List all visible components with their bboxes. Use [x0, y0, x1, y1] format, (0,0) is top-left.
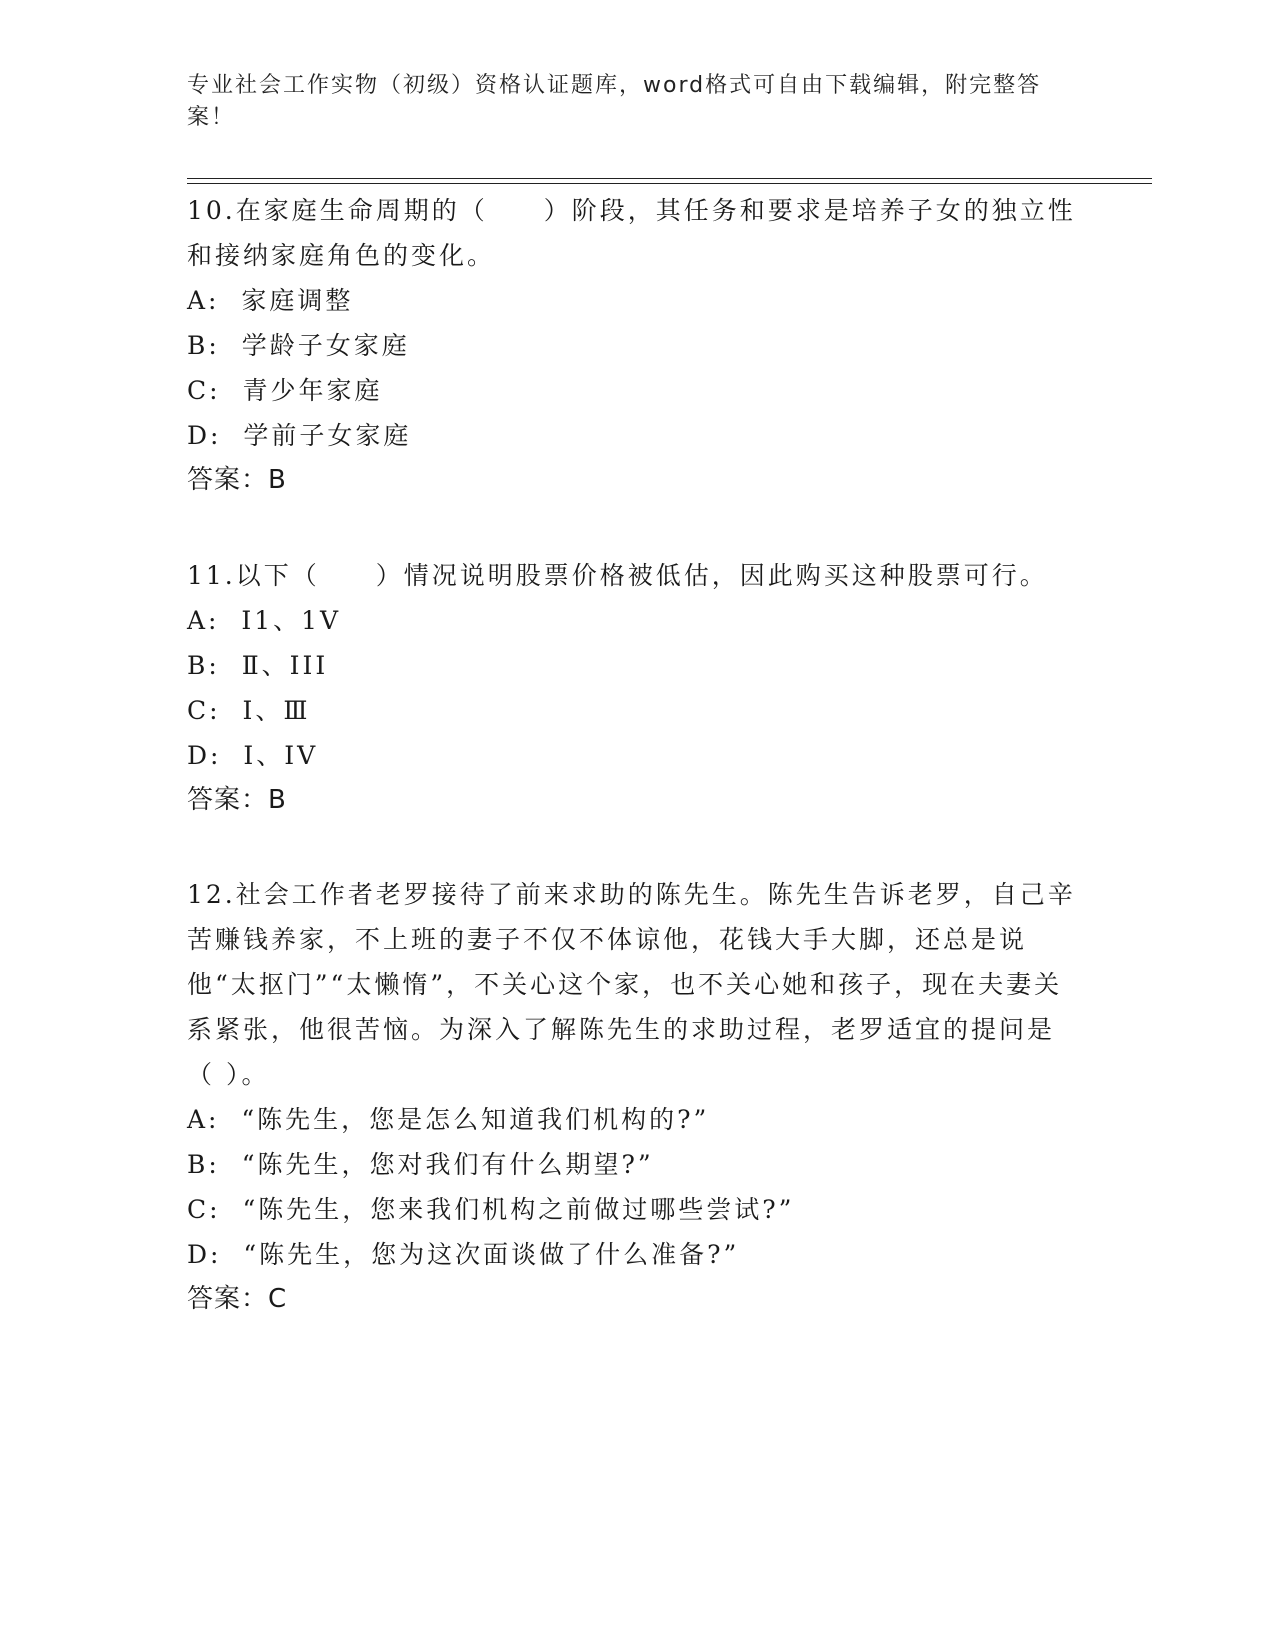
- question-12: [187, 872, 1077, 1322]
- question-stem: 12.社会工作者老罗接待了前来求助的陈先生。陈先生告诉老罗，自己辛苦赚钱养家，不上班的妻子不仅不体谅他，花钱大手大脚，还总是说他“太抠门”“太懒惰”，不关心这个家，也不关心她和孩子，现在夫妻关系紧张，他很苦恼。为深入了解陈先生的求助过程，老罗适宜的提问是（ ）。: [187, 880, 1076, 1089]
- option-c: C: “陈先生，您来我们机构之前做过哪些尝试?”: [187, 1195, 795, 1224]
- answer: 答案：B: [187, 785, 287, 815]
- answer: 答案：C: [187, 1284, 288, 1314]
- header-divider-top: [187, 178, 1152, 179]
- option-c: C: 青少年家庭: [187, 376, 383, 405]
- header-divider-bottom: [187, 183, 1152, 184]
- question-stem: 10.在家庭生命周期的（ ）阶段，其任务和要求是培养子女的独立性和接纳家庭角色的变化。: [187, 196, 1076, 270]
- option-a: A: I1、1V: [187, 606, 342, 635]
- document-header: 专业社会工作实物（初级）资格认证题库，word格式可自由下载编辑，附完整答案！: [187, 73, 1042, 130]
- option-d: D: I、IV: [187, 741, 319, 770]
- option-b: B: “陈先生，您对我们有什么期望?”: [187, 1150, 654, 1179]
- option-d: D: 学前子女家庭: [187, 421, 412, 450]
- question-10: [187, 188, 1077, 503]
- option-b: B: 学龄子女家庭: [187, 331, 410, 360]
- question-11: [187, 553, 1077, 823]
- option-b: B: Ⅱ、III: [187, 651, 329, 680]
- option-a: A: “陈先生，您是怎么知道我们机构的?”: [187, 1105, 710, 1134]
- option-c: C: I、Ⅲ: [187, 696, 311, 725]
- answer: 答案：B: [187, 465, 287, 495]
- question-stem: 11.以下（ ）情况说明股票价格被低估，因此购买这种股票可行。: [187, 561, 1048, 590]
- option-a: A: 家庭调整: [187, 286, 354, 315]
- option-d: D: “陈先生，您为这次面谈做了什么准备?”: [187, 1240, 740, 1269]
